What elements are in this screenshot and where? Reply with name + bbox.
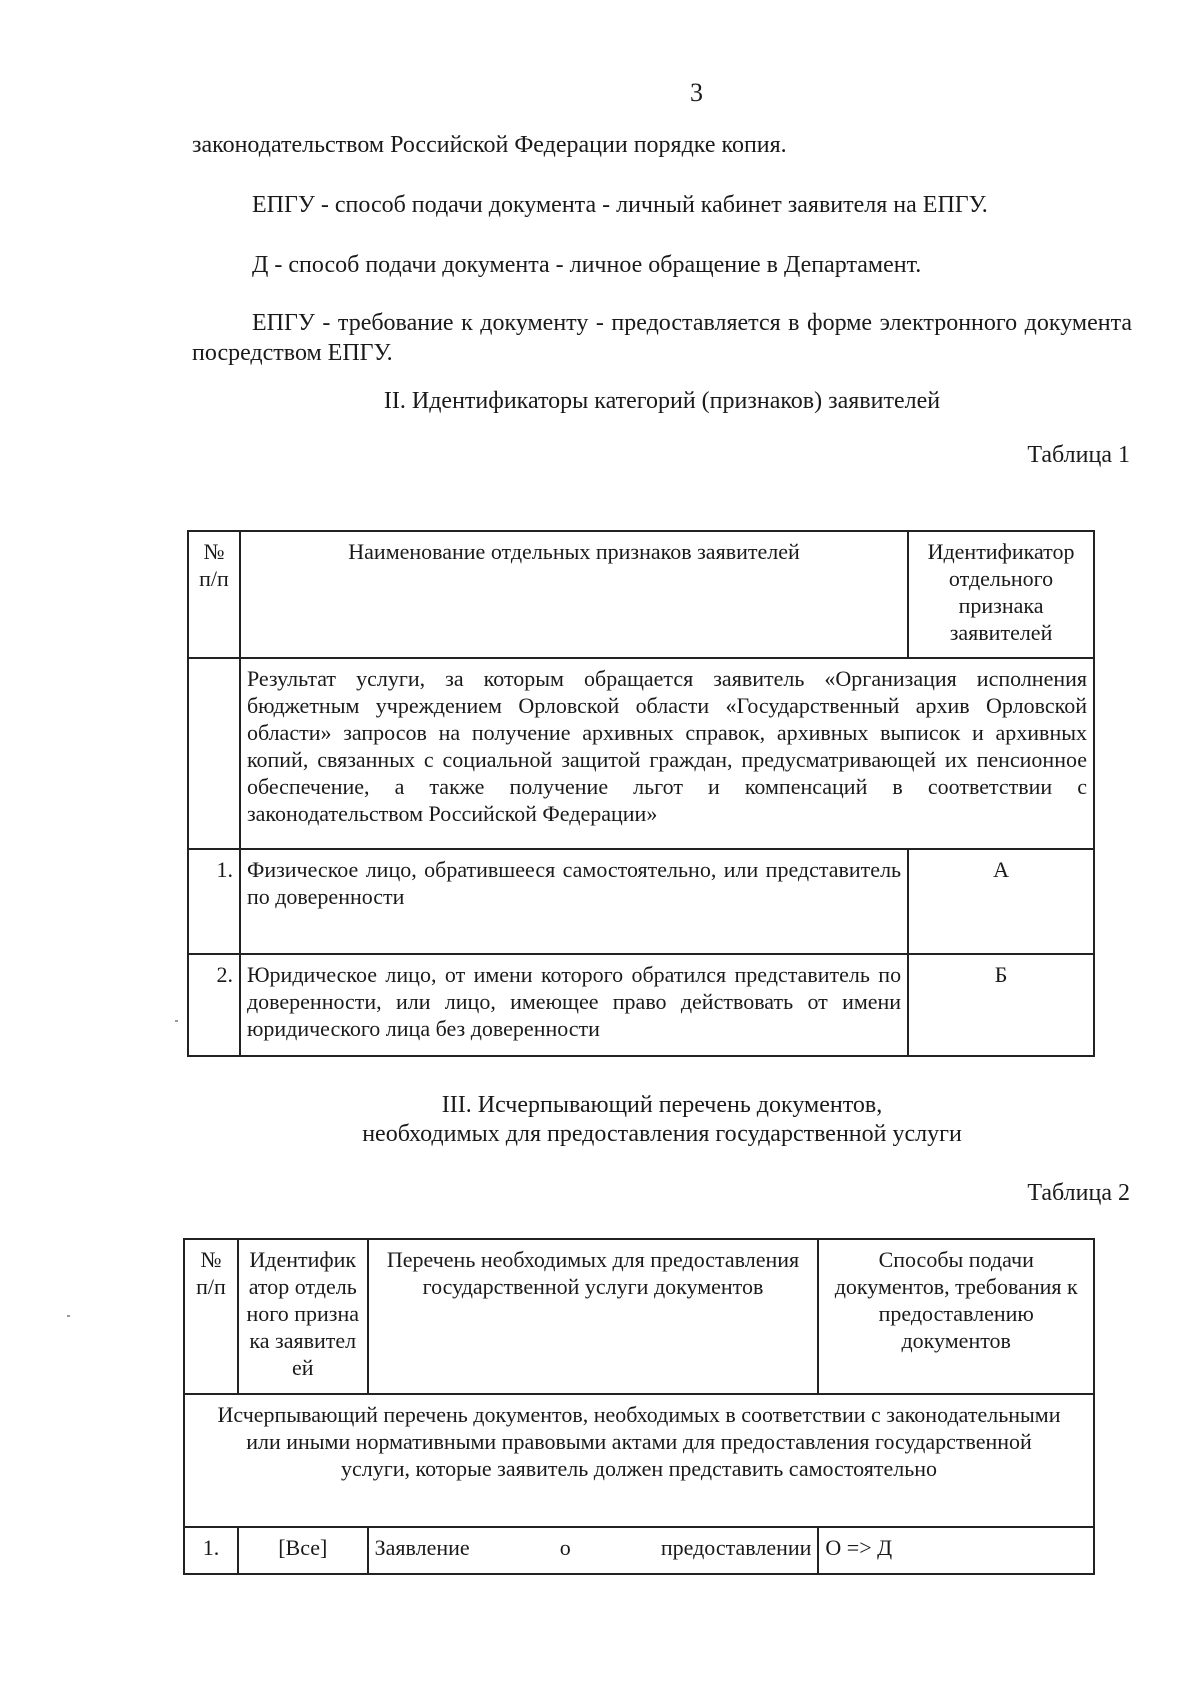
section-3-heading-line-2: необходимых для предоставления государственной услуги <box>362 1121 962 1147</box>
table-2-row-1-id: [Все] <box>238 1527 368 1574</box>
table-1-header-row <box>188 531 1094 658</box>
intro-paragraph-4: ЕПГУ - требование к документу - предоставляется в форме электронного документа посредством ЕПГУ. <box>192 310 1132 366</box>
table-2-header-id: Идентификатор отдельного признака заявителей <box>238 1239 368 1394</box>
table-1-header-id: Идентификатор отдельного признака заявителей <box>908 531 1094 658</box>
table-1 <box>187 530 1095 1057</box>
section-2-heading: II. Идентификаторы категорий (признаков) заявителей <box>383 388 941 414</box>
table-2 <box>183 1238 1095 1575</box>
intro-paragraph-3: Д - способ подачи документа - личное обращение в Департамент. <box>252 252 922 278</box>
table-1-result-row <box>188 658 1094 849</box>
table-1-row-1-name: Физическое лицо, обратившееся самостоятельно, или представитель по доверенности <box>240 849 908 954</box>
scan-speck <box>175 1020 178 1022</box>
table-1-row-2-num: 2. <box>188 954 240 1056</box>
table-1-row-1-num: 1. <box>188 849 240 954</box>
table-2-span-text: Исчерпывающий перечень документов, необходимых в соответствии с законодательными или иными нормативными правовыми актами для предоставления государственной услуги, которые заявитель должен представить самостоятельно <box>184 1394 1094 1527</box>
table-2-header-row <box>184 1239 1094 1394</box>
table-2-label: Таблица 2 <box>1027 1180 1130 1206</box>
table-1-result-num-cell <box>188 658 240 849</box>
table-1-header-num: № п/п <box>188 531 240 658</box>
intro-paragraph-2: ЕПГУ - способ подачи документа - личный кабинет заявителя на ЕПГУ. <box>252 192 988 218</box>
table-2-row-1-num: 1. <box>184 1527 238 1574</box>
scan-speck <box>67 1315 70 1317</box>
table-1-row-1-id: А <box>908 849 1094 954</box>
page-number: 3 <box>690 78 703 107</box>
table-1-label: Таблица 1 <box>1027 442 1130 468</box>
table-1-row-2-name: Юридическое лицо, от имени которого обратился представитель по доверенности, или лицо, имеющее право действовать от имени юридического лица без доверенности <box>240 954 908 1056</box>
table-1-result-text: Результат услуги, за которым обращается заявитель «Организация исполнения бюджетным учреждением Орловской области «Государственный архив Орловской области» запросов на получение архивных справок, архивных выписок и архивных копий, связанных с социальной защитой граждан, предусматривающей их пенсионное обеспечение, а также получение льгот и компенсаций в соответствии с законодательством Российской Федерации» <box>240 658 1094 849</box>
table-2-header-list: Перечень необходимых для предоставления государственной услуги документов <box>368 1239 819 1394</box>
table-row <box>188 954 1094 1056</box>
table-row <box>184 1527 1094 1574</box>
table-2-header-num: № п/п <box>184 1239 238 1394</box>
table-2-row-1-doc: Заявление о предоставлении <box>368 1527 819 1574</box>
table-2-span-row <box>184 1394 1094 1527</box>
table-row <box>188 849 1094 954</box>
table-1-header-name: Наименование отдельных признаков заявителей <box>240 531 908 658</box>
table-2-row-1-method: О => Д <box>818 1527 1094 1574</box>
section-3-heading-line-1: III. Исчерпывающий перечень документов, <box>441 1092 883 1118</box>
table-1-row-2-id: Б <box>908 954 1094 1056</box>
intro-paragraph-1: законодательством Российской Федерации порядке копия. <box>192 132 787 158</box>
table-2-header-methods: Способы подачи документов, требования к предоставлению документов <box>818 1239 1094 1394</box>
